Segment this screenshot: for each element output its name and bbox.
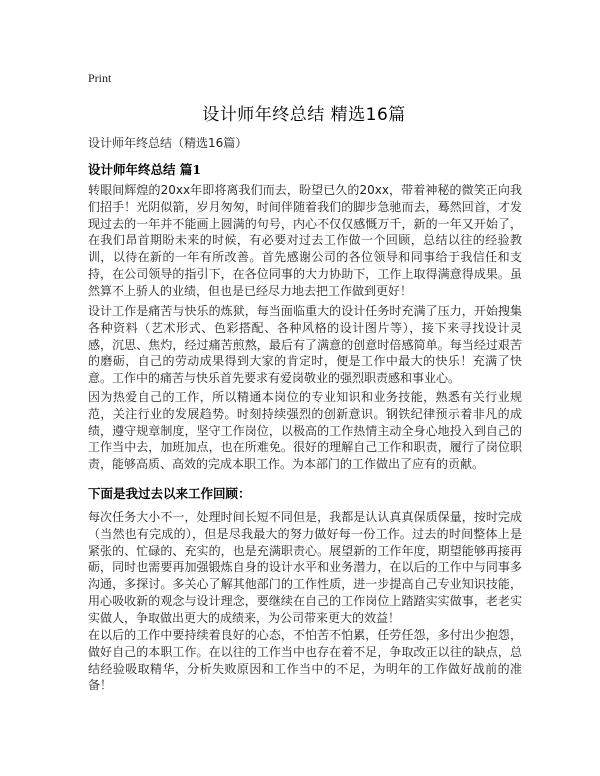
document-subtitle: 设计师年终总结（精选16篇） (88, 136, 248, 150)
paragraph-2: 设计工作是痛苦与快乐的炼狱，每当面临重大的设计任务时充满了压力，开始搜集各种资料（艺术形式、色彩搭配、各种风格的设计图片等），接下来寻找设计灵感，沉思、焦灼，经过痛苦煎熬，最后有了满意的创意时倍感简单。每当经过艰苦的磨砺，自己的劳动成果得到大家的肯定时，便是工作中最大的快乐！充满了快意。工作中的痛苦与快乐首先要求有爱岗敬业的强烈职责感和事业心。 (88, 304, 522, 386)
paragraph-1: 转眼间辉煌的20xx年即将离我们而去，盼望已久的20xx，带着神秘的微笑正向我们招手！光阴似箭，岁月匆匆，时间伴随着我们的脚步急驰而去，蓦然回首，才发现过去的一年并不能画上圆满的句号，内心不仅仅感慨万千，新的一年又开始了，在我们昂首期盼未来的时候，有必要对过去工作做一个回顾，总结以往的经验教训，以待在新的一年有所改善。首先感谢公司的各位领导和同事给于我信任和支持，在公司领导的指引下，在各位同事的大力协助下，工作上取得满意得成果。虽然算不上骄人的业绩，但也是已经尽力地去把工作做到更好！ (88, 183, 522, 298)
paragraph-5: 在以后的工作中要持续着良好的心态，不怕苦不怕累，任劳任怨，多付出少抱怨，做好自己的本职工作。在以往的工作当中也存在着不足，争取改正以往的缺点，总结经验吸取精华，分析失败原因和工作当中的不足，为明年的工作做好战前的准备！ (88, 628, 522, 693)
section-heading-2: 下面是我过去以来工作回顾： (88, 486, 251, 501)
section-heading-1: 设计师年终总结 篇1 (88, 162, 202, 177)
document-title: 设计师年终总结 精选16篇 (202, 105, 406, 125)
print-link[interactable]: Print (88, 71, 112, 85)
paragraph-3: 因为热爱自己的工作，所以精通本岗位的专业知识和业务技能，熟悉有关行业规范，关注行业的发展趋势。时刻持续强烈的创新意识。钢铁纪律预示着非凡的成绩，遵守规章制度，坚守工作岗位，以极高的工作热情主动全身心地投入到自己的工作当中去，加班加点，也在所难免。很好的理解自己工作和职责，履行了岗位职责，能够高质、高效的完成本职工作。为本部门的工作做出了应有的贡献。 (88, 390, 522, 472)
paragraph-4: 每次任务大小不一，处理时间长短不同但是，我都是认认真真保质保量，按时完成（当然也有完成的），但是尽我最大的努力做好每一份工作。过去的时间整体上是紧张的、忙碌的、充实的，也是充满职责心。展望新的工作年度，期望能够再接再砺，同时也需要再加强锻炼自身的设计水平和业务潜力，在以后的工作中与同事多沟通，多探讨。多关心了解其他部门的工作性质，进一步提高自己专业知识技能，用心吸收新的观念与设计理念，要继续在自己的工作岗位上踏踏实实做事，老老实实做人，争取做出更大的成绩来，为公司带来更大的效益！ (88, 510, 522, 625)
